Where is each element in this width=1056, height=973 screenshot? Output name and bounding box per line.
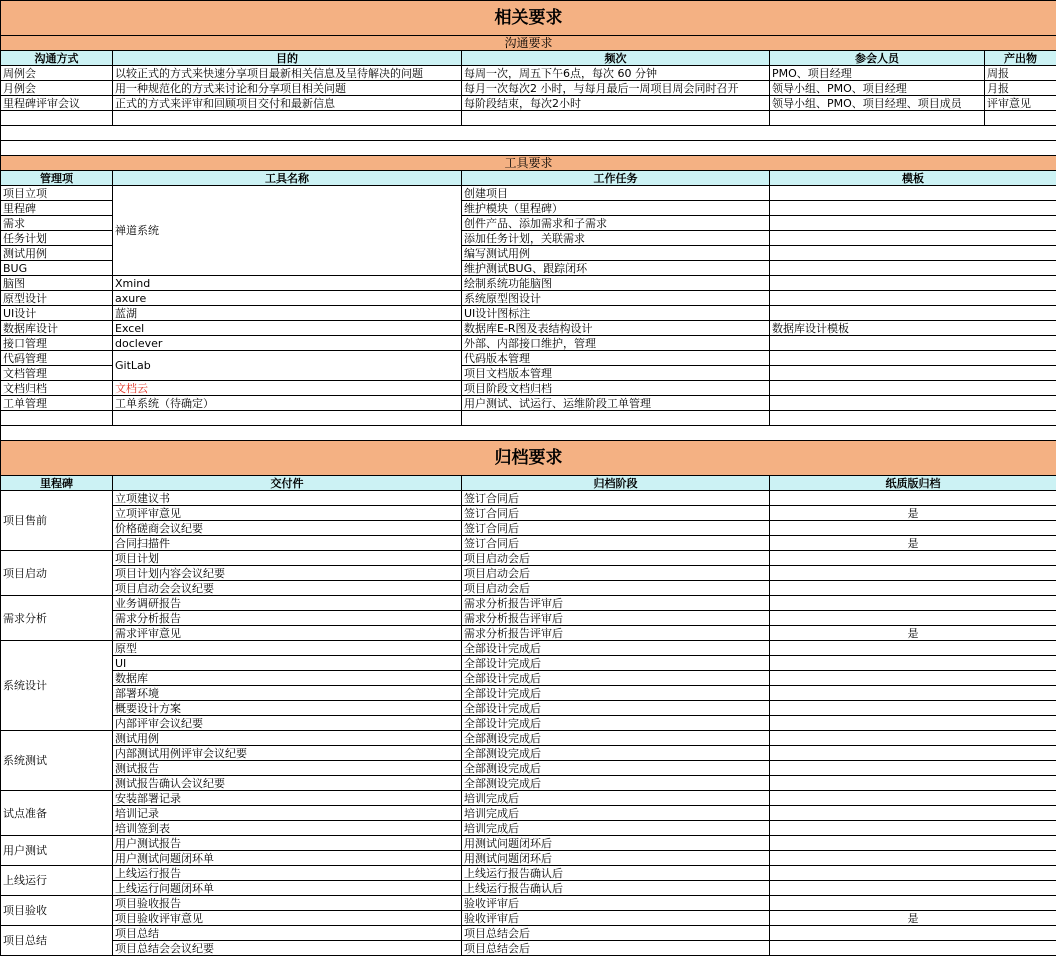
tools-item-cell[interactable]: 原型设计 bbox=[1, 291, 113, 306]
comm-cell[interactable]: 以较正式的方式来快速分享项目最新相关信息及呈待解决的问题 bbox=[113, 66, 462, 81]
archive-milestone-cell[interactable]: 项目验收 bbox=[1, 896, 113, 926]
archive-paper-cell[interactable] bbox=[770, 746, 1056, 761]
archive-row bbox=[1, 596, 1056, 611]
archive-deliverable-cell[interactable]: 培训签到表 bbox=[113, 821, 462, 836]
archive-paper-cell[interactable] bbox=[770, 896, 1056, 911]
archive-header-milestone: 里程碑 bbox=[1, 476, 113, 491]
archive-row bbox=[1, 881, 1056, 896]
tools-header-task: 工作任务 bbox=[462, 171, 770, 186]
tools-template-cell[interactable]: 数据库设计模板 bbox=[770, 321, 1056, 336]
communication-section-title: 沟通要求 bbox=[1, 36, 1056, 51]
archive-deliverable-cell[interactable]: 项目启动会会议纪要 bbox=[113, 581, 462, 596]
tools-row bbox=[1, 186, 1056, 201]
archive-paper-cell[interactable]: 是 bbox=[770, 506, 1056, 521]
archive-stage-cell[interactable]: 全部设计完成后 bbox=[462, 656, 770, 671]
archive-deliverable-cell[interactable]: 立项建议书 bbox=[113, 491, 462, 506]
archive-row bbox=[1, 566, 1056, 581]
archive-stage-cell[interactable]: 全部测设完成后 bbox=[462, 731, 770, 746]
comm-cell[interactable]: 月报 bbox=[985, 81, 1056, 96]
archive-row bbox=[1, 536, 1056, 551]
archive-row bbox=[1, 521, 1056, 536]
archive-paper-cell[interactable] bbox=[770, 941, 1056, 956]
tools-item-cell[interactable]: 测试用例 bbox=[1, 246, 113, 261]
archive-row bbox=[1, 836, 1056, 851]
archive-row bbox=[1, 716, 1056, 731]
archive-stage-cell[interactable]: 验收评审后 bbox=[462, 911, 770, 926]
archive-paper-cell[interactable] bbox=[770, 611, 1056, 626]
archive-row bbox=[1, 851, 1056, 866]
tools-row bbox=[1, 276, 1056, 291]
archive-deliverable-cell[interactable]: 项目总结 bbox=[113, 926, 462, 941]
comm-row bbox=[1, 96, 1056, 111]
archive-deliverable-cell[interactable]: 用户测试报告 bbox=[113, 836, 462, 851]
archive-stage-cell[interactable]: 上线运行报告确认后 bbox=[462, 866, 770, 881]
archive-paper-cell[interactable]: 是 bbox=[770, 911, 1056, 926]
tools-tool-cell[interactable]: 蓝湖 bbox=[113, 306, 462, 321]
archive-row bbox=[1, 671, 1056, 686]
tools-task-cell[interactable]: 外部、内部接口维护，管理 bbox=[462, 336, 770, 351]
page-title: 相关要求 bbox=[1, 1, 1056, 36]
archive-row bbox=[1, 776, 1056, 791]
archive-paper-cell[interactable] bbox=[770, 596, 1056, 611]
archive-milestone-cell[interactable]: 项目总结 bbox=[1, 926, 113, 956]
tools-task-cell[interactable]: 添加任务计划，关联需求 bbox=[462, 231, 770, 246]
archive-stage-cell[interactable]: 上线运行报告确认后 bbox=[462, 881, 770, 896]
tools-task-cell[interactable]: 系统原型图设计 bbox=[462, 291, 770, 306]
archive-stage-cell[interactable]: 项目启动会后 bbox=[462, 566, 770, 581]
tools-template-cell[interactable] bbox=[770, 201, 1056, 216]
archive-deliverable-cell[interactable]: 测试用例 bbox=[113, 731, 462, 746]
archive-stage-cell[interactable]: 项目总结会后 bbox=[462, 941, 770, 956]
archive-paper-cell[interactable]: 是 bbox=[770, 536, 1056, 551]
tools-header-tool: 工具名称 bbox=[113, 171, 462, 186]
comm-header-method: 沟通方式 bbox=[1, 51, 113, 66]
tools-header-template: 模板 bbox=[770, 171, 1056, 186]
tools-row bbox=[1, 291, 1056, 306]
tools-template-cell[interactable] bbox=[770, 351, 1056, 366]
comm-cell[interactable]: 正式的方式来评审和回顾项目交付和最新信息 bbox=[113, 96, 462, 111]
archive-stage-cell[interactable]: 全部设计完成后 bbox=[462, 686, 770, 701]
tools-row bbox=[1, 381, 1056, 396]
tools-item-cell[interactable]: 文档归档 bbox=[1, 381, 113, 396]
archive-deliverable-cell[interactable]: 数据库 bbox=[113, 671, 462, 686]
tools-task-cell[interactable]: 维护测试BUG、跟踪闭环 bbox=[462, 261, 770, 276]
archive-deliverable-cell[interactable]: 需求分析报告 bbox=[113, 611, 462, 626]
archive-paper-cell[interactable] bbox=[770, 701, 1056, 716]
tools-tool-cell[interactable]: 文档云 bbox=[113, 381, 462, 396]
tools-item-cell[interactable]: 接口管理 bbox=[1, 336, 113, 351]
archive-row bbox=[1, 581, 1056, 596]
comm-row bbox=[1, 66, 1056, 81]
empty-cell[interactable] bbox=[113, 111, 462, 126]
archive-stage-cell[interactable]: 验收评审后 bbox=[462, 896, 770, 911]
comm-cell[interactable]: PMO、项目经理 bbox=[770, 66, 985, 81]
archive-milestone-cell[interactable]: 上线运行 bbox=[1, 866, 113, 896]
archive-stage-cell[interactable]: 全部设计完成后 bbox=[462, 641, 770, 656]
comm-cell[interactable]: 月例会 bbox=[1, 81, 113, 96]
empty-cell[interactable] bbox=[113, 411, 462, 426]
archive-paper-cell[interactable] bbox=[770, 671, 1056, 686]
archive-stage-cell[interactable]: 培训完成后 bbox=[462, 791, 770, 806]
archive-stage-cell[interactable]: 项目启动会后 bbox=[462, 551, 770, 566]
archive-deliverable-cell[interactable]: UI bbox=[113, 656, 462, 671]
comm-cell[interactable]: 里程碑评审会议 bbox=[1, 96, 113, 111]
archive-stage-cell[interactable]: 项目总结会后 bbox=[462, 926, 770, 941]
tools-template-cell[interactable] bbox=[770, 276, 1056, 291]
archive-stage-cell[interactable]: 签订合同后 bbox=[462, 521, 770, 536]
empty-cell[interactable] bbox=[462, 411, 770, 426]
comm-cell[interactable]: 用一种规范化的方式来讨论和分享项目相关问题 bbox=[113, 81, 462, 96]
archive-deliverable-cell[interactable]: 用户测试问题闭环单 bbox=[113, 851, 462, 866]
archive-paper-cell[interactable] bbox=[770, 521, 1056, 536]
spacer-row bbox=[1, 126, 1056, 141]
archive-deliverable-cell[interactable]: 立项评审意见 bbox=[113, 506, 462, 521]
tools-row bbox=[1, 306, 1056, 321]
tools-template-cell[interactable] bbox=[770, 216, 1056, 231]
tools-task-cell[interactable]: 创件产品、添加需求和子需求 bbox=[462, 216, 770, 231]
empty-cell[interactable] bbox=[1, 111, 113, 126]
tools-task-cell[interactable]: 代码版本管理 bbox=[462, 351, 770, 366]
archive-milestone-cell[interactable]: 需求分析 bbox=[1, 596, 113, 641]
tools-item-cell[interactable]: 工单管理 bbox=[1, 396, 113, 411]
archive-deliverable-cell[interactable]: 安装部署记录 bbox=[113, 791, 462, 806]
archive-paper-cell[interactable] bbox=[770, 821, 1056, 836]
archive-deliverable-cell[interactable]: 业务调研报告 bbox=[113, 596, 462, 611]
archive-stage-cell[interactable]: 全部设计完成后 bbox=[462, 716, 770, 731]
tools-item-cell[interactable]: UI设计 bbox=[1, 306, 113, 321]
archive-deliverable-cell[interactable]: 项目验收报告 bbox=[113, 896, 462, 911]
archive-row bbox=[1, 866, 1056, 881]
archive-deliverable-cell[interactable]: 项目计划 bbox=[113, 551, 462, 566]
archive-deliverable-cell[interactable]: 概要设计方案 bbox=[113, 701, 462, 716]
archive-milestone-cell[interactable]: 用户测试 bbox=[1, 836, 113, 866]
tools-item-cell[interactable]: 代码管理 bbox=[1, 351, 113, 366]
tools-item-cell[interactable]: 任务计划 bbox=[1, 231, 113, 246]
archive-row bbox=[1, 821, 1056, 836]
archive-paper-cell[interactable] bbox=[770, 761, 1056, 776]
comm-cell[interactable]: 每月一次每次2 小时，与每月最后一周项目周会同时召开 bbox=[462, 81, 770, 96]
archive-paper-cell[interactable] bbox=[770, 806, 1056, 821]
tools-tool-cell[interactable]: 工单系统（待确定） bbox=[113, 396, 462, 411]
archive-deliverable-cell[interactable]: 内部评审会议纪要 bbox=[113, 716, 462, 731]
archive-paper-cell[interactable] bbox=[770, 641, 1056, 656]
tools-tool-cell[interactable]: Excel bbox=[113, 321, 462, 336]
tools-row bbox=[1, 336, 1056, 351]
archive-stage-cell[interactable]: 需求分析报告评审后 bbox=[462, 611, 770, 626]
archive-stage-cell[interactable]: 签订合同后 bbox=[462, 506, 770, 521]
archive-row bbox=[1, 791, 1056, 806]
archive-row bbox=[1, 551, 1056, 566]
tools-template-cell[interactable] bbox=[770, 186, 1056, 201]
archive-paper-cell[interactable] bbox=[770, 551, 1056, 566]
archive-paper-cell[interactable] bbox=[770, 716, 1056, 731]
tools-tool-cell[interactable]: 禅道系统 bbox=[113, 186, 462, 276]
archive-deliverable-cell[interactable]: 上线运行报告 bbox=[113, 866, 462, 881]
archive-stage-cell[interactable]: 签订合同后 bbox=[462, 491, 770, 506]
archive-stage-cell[interactable]: 用测试问题闭环后 bbox=[462, 851, 770, 866]
tools-template-cell[interactable] bbox=[770, 336, 1056, 351]
tools-task-cell[interactable]: 绘制系统功能脑图 bbox=[462, 276, 770, 291]
tools-task-cell[interactable]: UI设计图标注 bbox=[462, 306, 770, 321]
archive-paper-cell[interactable] bbox=[770, 491, 1056, 506]
tools-header-item: 管理项 bbox=[1, 171, 113, 186]
archive-deliverable-cell[interactable]: 需求评审意见 bbox=[113, 626, 462, 641]
tools-row bbox=[1, 396, 1056, 411]
archive-milestone-cell[interactable]: 系统测试 bbox=[1, 731, 113, 791]
tools-tool-cell[interactable]: Xmind bbox=[113, 276, 462, 291]
archive-paper-cell[interactable] bbox=[770, 686, 1056, 701]
tools-task-cell[interactable]: 创建项目 bbox=[462, 186, 770, 201]
archive-header-stage: 归档阶段 bbox=[462, 476, 770, 491]
comm-header-frequency: 频次 bbox=[462, 51, 770, 66]
tools-tool-cell[interactable]: doclever bbox=[113, 336, 462, 351]
archive-milestone-cell[interactable]: 系统设计 bbox=[1, 641, 113, 731]
archive-row bbox=[1, 701, 1056, 716]
archive-deliverable-cell[interactable]: 项目计划内容会议纪要 bbox=[113, 566, 462, 581]
archive-row bbox=[1, 746, 1056, 761]
archive-stage-cell[interactable]: 培训完成后 bbox=[462, 821, 770, 836]
tools-tool-cell[interactable]: axure bbox=[113, 291, 462, 306]
archive-deliverable-cell[interactable]: 培训记录 bbox=[113, 806, 462, 821]
archive-stage-cell[interactable]: 全部设计完成后 bbox=[462, 671, 770, 686]
tools-item-cell[interactable]: 文档管理 bbox=[1, 366, 113, 381]
tools-item-cell[interactable]: 需求 bbox=[1, 216, 113, 231]
spacer-row bbox=[1, 426, 1056, 441]
archive-deliverable-cell[interactable]: 测试报告 bbox=[113, 761, 462, 776]
empty-cell[interactable] bbox=[985, 111, 1056, 126]
empty-cell[interactable] bbox=[770, 111, 985, 126]
archive-paper-cell[interactable] bbox=[770, 881, 1056, 896]
archive-header-paper: 纸质版归档 bbox=[770, 476, 1056, 491]
archive-stage-cell[interactable]: 全部设计完成后 bbox=[462, 701, 770, 716]
archive-paper-cell[interactable] bbox=[770, 656, 1056, 671]
comm-cell[interactable]: 评审意见 bbox=[985, 96, 1056, 111]
archive-row bbox=[1, 911, 1056, 926]
archive-header-deliverable: 交付件 bbox=[113, 476, 462, 491]
archive-stage-cell[interactable]: 培训完成后 bbox=[462, 806, 770, 821]
comm-cell[interactable]: 每阶段结束，每次2小时 bbox=[462, 96, 770, 111]
archive-stage-cell[interactable]: 需求分析报告评审后 bbox=[462, 596, 770, 611]
archive-stage-cell[interactable]: 项目启动会后 bbox=[462, 581, 770, 596]
archive-stage-cell[interactable]: 全部测设完成后 bbox=[462, 761, 770, 776]
archive-row bbox=[1, 686, 1056, 701]
tools-template-cell[interactable] bbox=[770, 396, 1056, 411]
tools-tool-cell[interactable]: GitLab bbox=[113, 351, 462, 381]
tools-task-cell[interactable]: 维护模块（里程碑） bbox=[462, 201, 770, 216]
archive-deliverable-cell[interactable]: 合同扫描件 bbox=[113, 536, 462, 551]
archive-section-title: 归档要求 bbox=[1, 441, 1056, 476]
archive-paper-cell[interactable] bbox=[770, 851, 1056, 866]
archive-stage-cell[interactable]: 需求分析报告评审后 bbox=[462, 626, 770, 641]
archive-paper-cell[interactable] bbox=[770, 926, 1056, 941]
archive-deliverable-cell[interactable]: 内部测试用例评审会议纪要 bbox=[113, 746, 462, 761]
archive-deliverable-cell[interactable]: 项目验收评审意见 bbox=[113, 911, 462, 926]
tools-row bbox=[1, 321, 1056, 336]
empty-cell[interactable] bbox=[770, 411, 1056, 426]
archive-paper-cell[interactable] bbox=[770, 776, 1056, 791]
comm-cell[interactable]: 周例会 bbox=[1, 66, 113, 81]
comm-header-purpose: 目的 bbox=[113, 51, 462, 66]
archive-stage-cell[interactable]: 全部测设完成后 bbox=[462, 746, 770, 761]
archive-milestone-cell[interactable]: 项目启动 bbox=[1, 551, 113, 596]
tools-section-title: 工具要求 bbox=[1, 156, 1056, 171]
tools-template-cell[interactable] bbox=[770, 291, 1056, 306]
tools-task-cell[interactable]: 项目阶段文档归档 bbox=[462, 381, 770, 396]
tools-template-cell[interactable] bbox=[770, 231, 1056, 246]
archive-row bbox=[1, 491, 1056, 506]
archive-paper-cell[interactable] bbox=[770, 566, 1056, 581]
archive-row bbox=[1, 656, 1056, 671]
comm-cell[interactable]: 领导小组、PMO、项目经理、项目成员 bbox=[770, 96, 985, 111]
archive-stage-cell[interactable]: 签订合同后 bbox=[462, 536, 770, 551]
tools-item-cell[interactable]: 脑图 bbox=[1, 276, 113, 291]
archive-row bbox=[1, 641, 1056, 656]
tools-item-cell[interactable]: 里程碑 bbox=[1, 201, 113, 216]
tools-template-cell[interactable] bbox=[770, 381, 1056, 396]
archive-row bbox=[1, 941, 1056, 956]
archive-stage-cell[interactable]: 用测试问题闭环后 bbox=[462, 836, 770, 851]
tools-template-cell[interactable] bbox=[770, 261, 1056, 276]
tools-task-cell[interactable]: 编写测试用例 bbox=[462, 246, 770, 261]
tools-item-cell[interactable]: 项目立项 bbox=[1, 186, 113, 201]
comm-header-participants: 参会人员 bbox=[770, 51, 985, 66]
archive-paper-cell[interactable] bbox=[770, 836, 1056, 851]
archive-paper-cell[interactable]: 是 bbox=[770, 626, 1056, 641]
archive-row bbox=[1, 626, 1056, 641]
archive-row bbox=[1, 761, 1056, 776]
tools-item-cell[interactable]: 数据库设计 bbox=[1, 321, 113, 336]
tools-task-cell[interactable]: 用户测试、试运行、运维阶段工单管理 bbox=[462, 396, 770, 411]
archive-deliverable-cell[interactable]: 项目总结会会议纪要 bbox=[113, 941, 462, 956]
comm-cell[interactable]: 每周一次，周五下午6点，每次 60 分钟 bbox=[462, 66, 770, 81]
archive-deliverable-cell[interactable]: 上线运行问题闭环单 bbox=[113, 881, 462, 896]
comm-header-output: 产出物 bbox=[985, 51, 1056, 66]
comm-row bbox=[1, 81, 1056, 96]
empty-cell[interactable] bbox=[1, 411, 113, 426]
empty-cell[interactable] bbox=[462, 111, 770, 126]
archive-deliverable-cell[interactable]: 测试报告确认会议纪要 bbox=[113, 776, 462, 791]
archive-deliverable-cell[interactable]: 原型 bbox=[113, 641, 462, 656]
archive-paper-cell[interactable] bbox=[770, 791, 1056, 806]
archive-stage-cell[interactable]: 全部测设完成后 bbox=[462, 776, 770, 791]
archive-paper-cell[interactable] bbox=[770, 581, 1056, 596]
tools-task-cell[interactable]: 项目文档版本管理 bbox=[462, 366, 770, 381]
archive-paper-cell[interactable] bbox=[770, 866, 1056, 881]
comm-cell[interactable]: 领导小组、PMO、项目经理 bbox=[770, 81, 985, 96]
tools-row bbox=[1, 351, 1056, 366]
archive-paper-cell[interactable] bbox=[770, 731, 1056, 746]
tools-template-cell[interactable] bbox=[770, 306, 1056, 321]
archive-row bbox=[1, 731, 1056, 746]
archive-milestone-cell[interactable]: 试点准备 bbox=[1, 791, 113, 836]
archive-row bbox=[1, 611, 1056, 626]
spacer-row bbox=[1, 141, 1056, 156]
tools-item-cell[interactable]: BUG bbox=[1, 261, 113, 276]
archive-row bbox=[1, 896, 1056, 911]
archive-row bbox=[1, 806, 1056, 821]
archive-deliverable-cell[interactable]: 部署环境 bbox=[113, 686, 462, 701]
archive-row bbox=[1, 506, 1056, 521]
archive-milestone-cell[interactable]: 项目售前 bbox=[1, 491, 113, 551]
comm-cell[interactable]: 周报 bbox=[985, 66, 1056, 81]
archive-deliverable-cell[interactable]: 价格磋商会议纪要 bbox=[113, 521, 462, 536]
tools-task-cell[interactable]: 数据库E-R图及表结构设计 bbox=[462, 321, 770, 336]
tools-template-cell[interactable] bbox=[770, 246, 1056, 261]
tools-template-cell[interactable] bbox=[770, 366, 1056, 381]
archive-row bbox=[1, 926, 1056, 941]
